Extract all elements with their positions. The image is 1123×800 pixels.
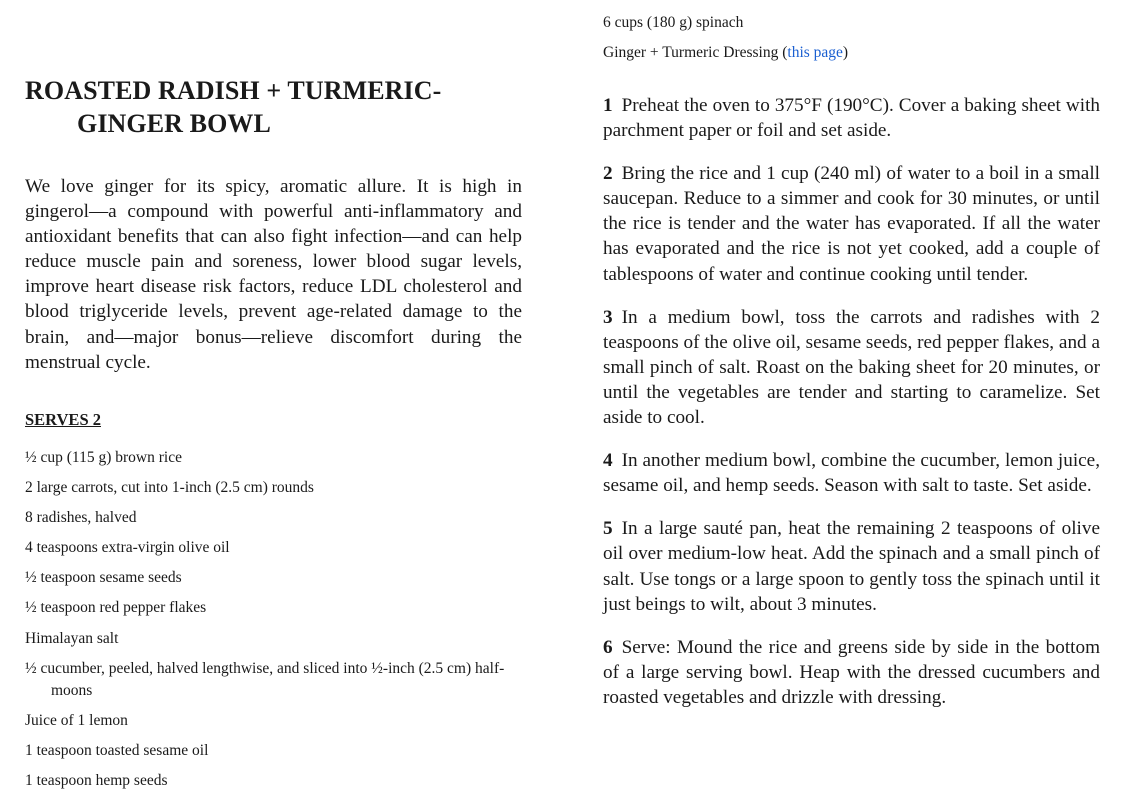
step-number: 3 (603, 306, 613, 328)
step-text: Bring the rice and 1 cup (240 ml) of water to a boil in a small saucepan. Reduce to a simmer and cook for 30 minutes, or until the rice is tender and the water has evaporated. If all the water has evaporated and the rice is not yet cooked, add a couple of tablespoons of water and continue cooking until tender. (603, 163, 1100, 285)
step-text: In another medium bowl, combine the cucumber, lemon juice, sesame oil, and hemp seeds. Season with salt to taste. Set aside. (603, 450, 1100, 497)
step-item (603, 635, 1100, 710)
step-item (603, 448, 1100, 498)
dressing-text-end: ) (842, 44, 849, 61)
method-steps (603, 93, 1100, 728)
step-item (603, 305, 1100, 430)
ingredient-item: 1 teaspoon toasted sesame oil (25, 741, 209, 759)
step-number: 4 (603, 450, 613, 472)
recipe-intro: We love ginger for its spicy, aromatic allure. It is high in gingerol—a compound with powerful anti-inflammatory and antioxidant benefits that can also fight infection—and can help reduce muscle pain and soreness, lower blood sugar levels, improve heart disease risk factors, reduce LDL cholesterol and blood triglyceride levels, prevent age-related damage to the brain, and—major bonus—relieve discomfort during the menstrual cycle. (25, 176, 522, 373)
dressing-text: Ginger + Turmeric Dressing ( (603, 44, 788, 61)
step-item (603, 161, 1100, 286)
step-text: Preheat the oven to 375°F (190°C). Cover a baking sheet with parchment paper or foil and set aside. (603, 95, 1100, 142)
step-item (603, 93, 1100, 143)
step-item (603, 516, 1100, 616)
step-number: 5 (603, 518, 613, 540)
ingredient-item: 1 teaspoon hemp seeds (25, 771, 168, 789)
recipe-title: ROASTED RADISH + TURMERIC-GINGER BOWL (25, 76, 442, 138)
step-text: In a medium bowl, toss the carrots and radishes with 2 teaspoons of the olive oil, sesame seeds, red pepper flakes, and a small pinch of salt. Roast on the baking sheet for 20 minutes, or until the vegetables are tender and starting to caramelize. Set aside to cool. (603, 306, 1100, 429)
ingredient-item: ½ cup (115 g) brown rice (25, 449, 182, 466)
ingredient-item-dressing (603, 42, 1100, 64)
ingredient-item: 8 radishes, halved (25, 509, 137, 527)
ingredient-item: 4 teaspoons extra-virgin olive oil (25, 539, 230, 557)
continued-ingredient-list (603, 12, 1100, 72)
step-text: Serve: Mound the rice and greens side by side in the bottom of a large serving bowl. Heap with the dressed cucumbers and roasted vegetables and drizzle with dressing. (603, 636, 1100, 708)
ingredient-item: Juice of 1 lemon (25, 711, 128, 729)
dressing-page-link[interactable]: this page (787, 44, 843, 61)
ingredient-item: 2 large carrots, cut into 1-inch (2.5 cm) rounds (25, 479, 314, 497)
step-number: 2 (603, 163, 613, 185)
step-number: 6 (603, 636, 613, 658)
serves-heading: SERVES 2 (25, 410, 101, 429)
ingredient-item: ½ teaspoon sesame seeds (25, 569, 182, 587)
ingredient-item: ½ cucumber, peeled, halved lengthwise, and sliced into ½-inch (2.5 cm) half-moons (25, 659, 505, 699)
ingredient-item: ½ teaspoon red pepper flakes (25, 599, 207, 617)
step-text: In a large sauté pan, heat the remaining 2 teaspoons of olive oil over medium-low heat. Add the spinach and a small pinch of salt. Use tongs or a large spoon to gently toss the spinach until it just beings to wilt, about 3 minutes. (603, 518, 1100, 615)
ingredient-item: 6 cups (180 g) spinach (603, 14, 744, 31)
ingredient-item: Himalayan salt (25, 629, 119, 647)
ingredient-list (25, 447, 522, 800)
step-number: 1 (603, 95, 613, 116)
